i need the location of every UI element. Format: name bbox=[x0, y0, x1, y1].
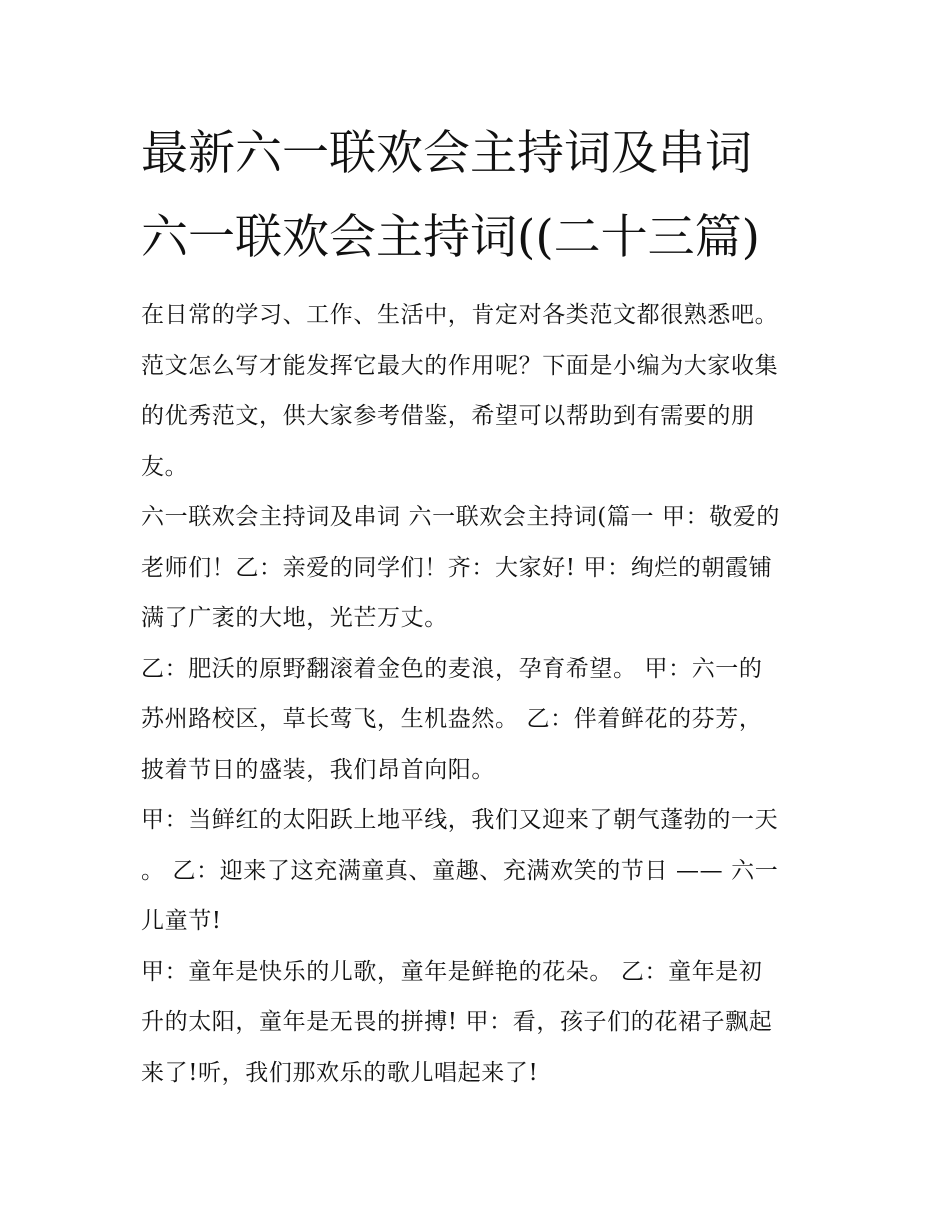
text-line: 六一联欢会主持词及串词 六一联欢会主持词(篇一 甲：敬爱的 bbox=[141, 504, 780, 530]
text-line: 满了广袤的大地，光芒万丈。 bbox=[141, 605, 448, 631]
title-line-1: 最新六一联欢会主持词及串词 bbox=[141, 126, 752, 181]
text-line: 甲：童年是快乐的儿歌，童年是鲜艳的花朵。 乙：童年是初 bbox=[141, 958, 763, 985]
text-line: 儿童节! bbox=[141, 908, 222, 934]
paragraph-opening bbox=[141, 492, 813, 644]
text-line: 的优秀范文，供大家参考借鉴，希望可以帮助到有需要的朋 bbox=[141, 403, 755, 429]
paragraph-dialogue-2 bbox=[141, 795, 813, 947]
document-body bbox=[141, 290, 813, 1098]
text-line: 。 乙：迎来了这充满童真、童趣、充满欢笑的节日 —— 六一 bbox=[141, 857, 779, 884]
text-line: 披着节日的盛装，我们昂首向阳。 bbox=[141, 756, 495, 783]
text-line: 来了!听，我们那欢乐的歌儿唱起来了! bbox=[141, 1059, 539, 1086]
text-line: 甲：当鲜红的太阳跃上地平线，我们又迎来了朝气蓬勃的一天 bbox=[141, 807, 779, 833]
document-title bbox=[141, 112, 813, 280]
text-line: 友。 bbox=[141, 453, 189, 480]
title-line-2: 六一联欢会主持词((二十三篇) bbox=[141, 210, 761, 265]
document-page bbox=[141, 112, 813, 1098]
text-line: 在日常的学习、工作、生活中，肯定对各类范文都很熟悉吧。 bbox=[141, 302, 779, 328]
paragraph-dialogue-1 bbox=[141, 644, 813, 796]
text-line: 老师们！乙：亲爱的同学们！齐：大家好! 甲：绚烂的朝霞铺 bbox=[141, 554, 773, 581]
text-line: 范文怎么写才能发挥它最大的作用呢？下面是小编为大家收集 bbox=[141, 352, 779, 379]
text-line: 乙：肥沃的原野翻滚着金色的麦浪，孕育希望。 甲：六一的 bbox=[141, 655, 763, 682]
paragraph-intro bbox=[141, 290, 813, 492]
text-line: 苏州路校区，草长莺飞，生机盎然。 乙：伴着鲜花的芬芳， bbox=[141, 706, 763, 732]
text-line: 升的太阳，童年是无畏的拼搏! 甲：看，孩子们的花裙子飘起 bbox=[141, 1009, 773, 1035]
paragraph-dialogue-3 bbox=[141, 947, 813, 1099]
